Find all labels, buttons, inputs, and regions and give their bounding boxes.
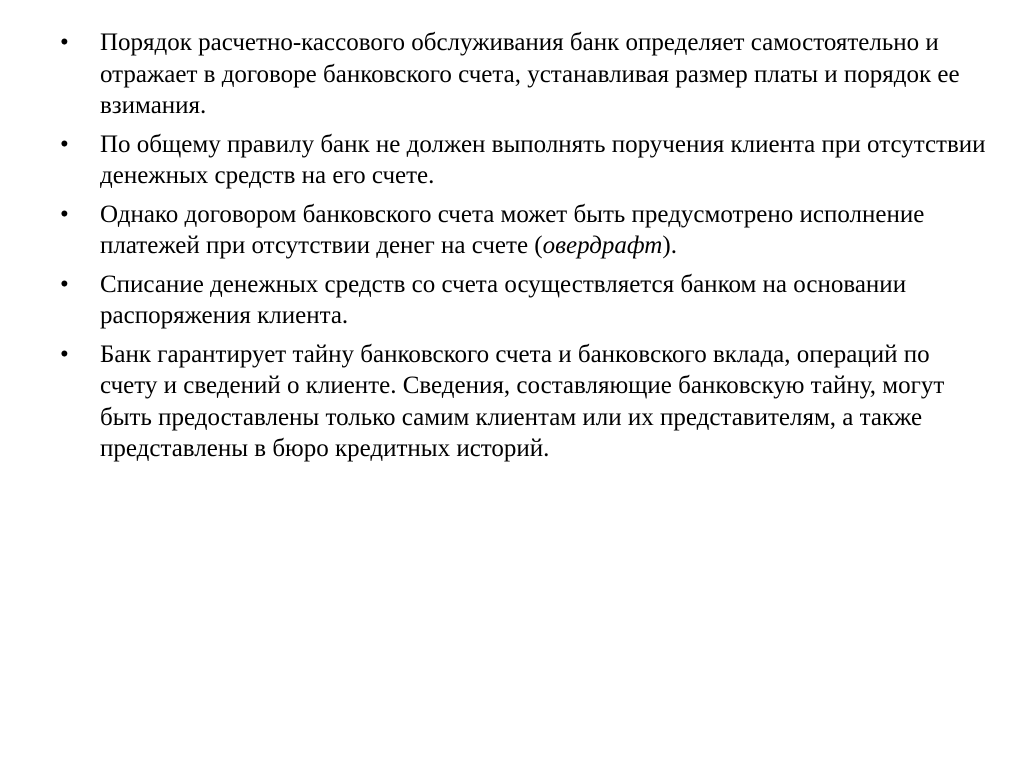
bullet-item-2 bbox=[60, 129, 990, 192]
bullet-marker: • bbox=[60, 340, 69, 368]
bullet-text: Банк гарантирует тайну банковского счета и банковского вклада, операций по счету и сведений о клиенте. Сведения, составляющие банковскую тайну, могут быть предоставлены только самим клиентам или их представителям, а также представлены в бюро кредитных историй. bbox=[100, 340, 945, 462]
bullet-text-before: Однако договором банковского счета может быть предусмотрено исполнение платежей при отсутствии денег на счете ( bbox=[100, 200, 925, 259]
bullet-item-1 bbox=[60, 27, 990, 122]
overdraft-term: овердрафт bbox=[542, 232, 663, 259]
bullet-text: Порядок расчетно-кассового обслуживания банк определяет самостоятельно и отражает в договоре банковского счета, устанавливая размер платы и порядок ее взимания. bbox=[100, 29, 960, 119]
bullet-item-4 bbox=[60, 269, 990, 332]
bullet-marker: • bbox=[60, 270, 69, 298]
bullet-marker: • bbox=[60, 130, 69, 158]
bullet-list bbox=[60, 27, 990, 472]
bullet-item-5 bbox=[60, 339, 990, 465]
bullet-text: По общему правилу банк не должен выполнять поручения клиента при отсутствии денежных средств на его счете. bbox=[100, 130, 986, 189]
bullet-item-3 bbox=[60, 199, 990, 262]
bullet-text: Списание денежных средств со счета осуществляется банком на основании распоряжения клиента. bbox=[100, 270, 907, 329]
bullet-text-after: ). bbox=[662, 232, 677, 259]
bullet-marker: • bbox=[60, 200, 69, 228]
bullet-marker: • bbox=[60, 29, 69, 56]
